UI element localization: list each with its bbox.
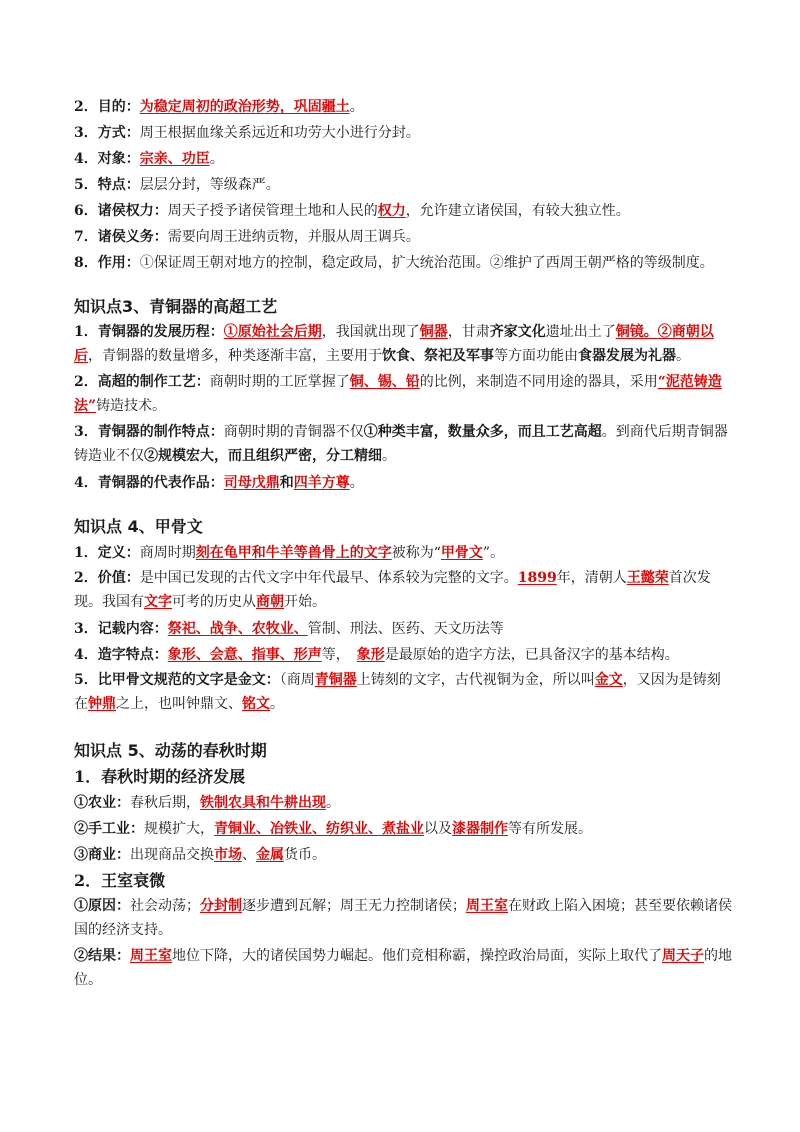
key-term: 象形 [356, 647, 385, 663]
item-label: 3．方式： [74, 125, 140, 141]
key-term: 四羊方尊 [293, 475, 350, 491]
item-bronze-features [74, 420, 734, 468]
item-label: ①原因： [74, 898, 130, 914]
text-segment: 管制、刑法、医药、天文历法等 [307, 621, 504, 637]
key-term: 铜、锡、铅 [349, 374, 420, 390]
subsection-title-economy: 1．春秋时期的经济发展 [74, 767, 246, 786]
key-term: 青铜器 [314, 672, 357, 688]
key-term: “泥范铸造法” [74, 374, 722, 414]
text-segment: ”。 [482, 545, 505, 561]
text-segment: 之上，也叫钟鼎文、 [116, 696, 242, 712]
text-segment: 。 [349, 99, 364, 115]
key-term: ②商朝以后 [74, 324, 714, 364]
text-segment: 年，清朝人 [556, 570, 627, 586]
item-label: ①农业： [74, 795, 130, 811]
item-label: 3．记载内容： [74, 621, 168, 637]
item-label: 5．特点： [74, 177, 140, 193]
text-segment: 可考的历史从 [172, 594, 256, 610]
text-segment: ①保证周王朝对地方的控制，稳定政局，扩大统治范围。②维护了西周王朝严格的等级制度。 [139, 255, 714, 271]
key-term: 铜器 [419, 324, 448, 340]
text-segment: ，又因为是铸刻在 [74, 672, 721, 712]
text-segment: 商朝时期的工匠掌握了 [209, 374, 350, 390]
key-term: 周天子 [662, 948, 704, 964]
item-vassal-duty [74, 224, 734, 250]
key-term: 钟鼎 [88, 696, 116, 712]
item-bronze-craft [74, 370, 734, 418]
item-label: 3．青铜器的制作特点： [74, 424, 224, 440]
text-segment: 等， [321, 647, 357, 663]
key-term: 分封制 [200, 898, 242, 914]
bold-term: 饮食、祭祀及军事 [382, 348, 494, 364]
item-label: 4．青铜器的代表作品： [74, 475, 224, 491]
section-title-spring-autumn: 知识点 5、动荡的春秋时期 [74, 741, 267, 760]
item-label: 6．诸侯权力： [74, 203, 168, 219]
item-label: ③商业： [74, 847, 130, 863]
key-term: 刻在龟甲和牛羊等兽骨上的文字 [195, 545, 392, 561]
document-body [74, 94, 734, 994]
item-label: 1．定义： [74, 545, 140, 561]
item-oracle-creation [74, 642, 734, 668]
item-bronze-history [74, 320, 734, 368]
text-segment: 开始。 [284, 594, 326, 610]
item-label: 4．造字特点： [74, 647, 168, 663]
key-term: 1899 [517, 570, 557, 586]
item-label: 2．价值： [74, 570, 140, 586]
text-segment: 。到商代后期青铜器铸造业不仅 [74, 424, 728, 464]
text-segment: 的比例，来制造不同用途的器具，采用 [419, 374, 658, 390]
item-label: 2．目的： [74, 99, 140, 115]
text-segment: 商周时期 [139, 545, 196, 561]
bold-term: ①种类丰富，数量众多，而且工艺高超 [363, 424, 602, 440]
item-vassal-power [74, 198, 734, 224]
text-segment: 遗址出土了 [545, 324, 616, 340]
key-term: 铁制农具和牛耕出现 [200, 795, 326, 811]
key-term: 市场 [214, 847, 242, 863]
section-title-oracle: 知识点 4、甲骨文 [74, 517, 203, 536]
text-segment: 货币。 [284, 847, 326, 863]
key-term: 铭文 [242, 696, 270, 712]
text-segment: 地位下降，大的诸侯国势力崛起。他们竞相称霸，操控政治局面，实际上取代了 [172, 948, 662, 964]
text-segment: 周天子授予诸侯管理土地和人民的 [167, 203, 378, 219]
text-segment: 被称为“ [391, 545, 441, 561]
text-segment: 。 [270, 696, 284, 712]
key-term: 祭祀、战争、农牧业、 [167, 621, 308, 637]
text-segment: 、 [242, 847, 256, 863]
text-segment: 。 [209, 151, 224, 167]
text-segment: 商朝时期的青铜器不仅 [223, 424, 364, 440]
key-term: 象形、会意、指事、形声 [167, 647, 322, 663]
key-term: 周王室 [466, 898, 508, 914]
text-segment: ，甘肃 [447, 324, 490, 340]
subsection-title-royal-decline: 2．王室衰微 [74, 871, 166, 890]
text-segment: 层层分封，等级森严。 [139, 177, 280, 193]
key-term: 金属 [256, 847, 284, 863]
text-segment: 是中国已发现的古代文字中年代最早、体系较为完整的文字。 [139, 570, 518, 586]
key-term: 宗亲、功臣 [139, 151, 210, 167]
item-label: 8．作用： [74, 255, 140, 271]
text-segment: ，我国就出现了 [321, 324, 420, 340]
item-effect [74, 250, 734, 276]
key-term: 为稳定周初的政治形势，巩固疆土 [139, 99, 350, 115]
key-term: 甲骨文 [440, 545, 483, 561]
item-oracle-value [74, 566, 734, 614]
text-segment: 是最原始的造字方法，已具备汉字的基本结构。 [384, 647, 679, 663]
item-commerce [74, 842, 734, 868]
key-term: 商朝 [256, 594, 284, 610]
item-label: 1．青铜器的发展历程： [74, 324, 224, 340]
key-term: 。 [643, 324, 658, 340]
text-segment: 。 [382, 448, 396, 464]
item-label: ②结果： [74, 948, 130, 964]
key-term: 青铜业、冶铁业、纺织业、煮盐业 [214, 821, 424, 837]
key-term: ①原始社会后期 [223, 324, 322, 340]
item-oracle-content [74, 616, 734, 642]
bold-term: 齐家文化 [489, 324, 546, 340]
text-segment: 的地位。 [74, 948, 732, 988]
text-segment: 社会动荡； [130, 898, 200, 914]
key-term: 漆器制作 [452, 821, 508, 837]
key-term: 权力 [377, 203, 406, 219]
text-segment: ，允许建立诸侯国，有较大独立性。 [405, 203, 630, 219]
section-enfeoffment [74, 94, 734, 276]
text-segment: 春秋后期， [130, 795, 200, 811]
item-decline-cause [74, 894, 734, 942]
item-label: 2．高超的制作工艺： [74, 374, 210, 390]
item-label: 4．对象： [74, 151, 140, 167]
text-segment: 出现商品交换 [130, 847, 214, 863]
section-spring-autumn [74, 738, 734, 992]
item-label: 7．诸侯义务： [74, 229, 168, 245]
key-term: 文字 [144, 594, 172, 610]
text-segment: 铸造技术。 [96, 398, 167, 414]
key-term: 王懿荣 [626, 570, 669, 586]
text-segment: （商周 [279, 672, 315, 688]
text-segment: 规模扩大， [144, 821, 214, 837]
text-segment: ，青铜器的数量增多，种类逐渐丰富，主要用于 [88, 348, 382, 364]
text-segment: 首次发现。我国有 [74, 570, 711, 610]
text-segment: 需要向周王进纳贡物，并服从周王调兵。 [167, 229, 420, 245]
text-segment: 在财政上陷入困境；甚至要依赖诸侯国的经济支持。 [74, 898, 732, 938]
key-term: 司母戊鼎 [223, 475, 280, 491]
item-oracle-definition [74, 540, 734, 566]
item-label: 5．比甲骨文规范的文字是金文： [74, 672, 280, 688]
item-label: ②手工业： [74, 821, 144, 837]
item-target [74, 146, 734, 172]
item-feature [74, 172, 734, 198]
text-segment: 逐步遭到瓦解；周王无力控制诸侯； [242, 898, 466, 914]
item-handicraft [74, 816, 734, 842]
key-term: 周王室 [130, 948, 172, 964]
text-segment: 。 [326, 795, 340, 811]
text-segment: 以及 [424, 821, 452, 837]
key-term: 铜镜 [615, 324, 644, 340]
item-oracle-jinwen [74, 668, 734, 716]
key-term: 金文 [594, 672, 623, 688]
item-purpose [74, 94, 734, 120]
item-method [74, 120, 734, 146]
text-segment: 等方面功能由 [494, 348, 578, 364]
text-segment: 上铸刻的文字，古代视铜为金，所以叫 [356, 672, 595, 688]
text-segment: 。 [349, 475, 364, 491]
item-bronze-works [74, 470, 734, 496]
text-segment: 周王根据血缘关系远近和功劳大小进行分封。 [139, 125, 420, 141]
section-oracle-bone [74, 514, 734, 716]
bold-term: ②规模宏大，而且组织严密，分工精细 [144, 448, 382, 464]
bold-term: 食器发展为礼器 [578, 348, 676, 364]
section-title-bronze: 知识点3、青铜器的高超工艺 [74, 297, 278, 316]
item-decline-result [74, 944, 734, 992]
bold-term: 和 [279, 475, 294, 491]
section-bronze [74, 294, 734, 496]
text-segment: 等有所发展。 [508, 821, 592, 837]
text-segment: 。 [676, 348, 690, 364]
item-agriculture [74, 790, 734, 816]
